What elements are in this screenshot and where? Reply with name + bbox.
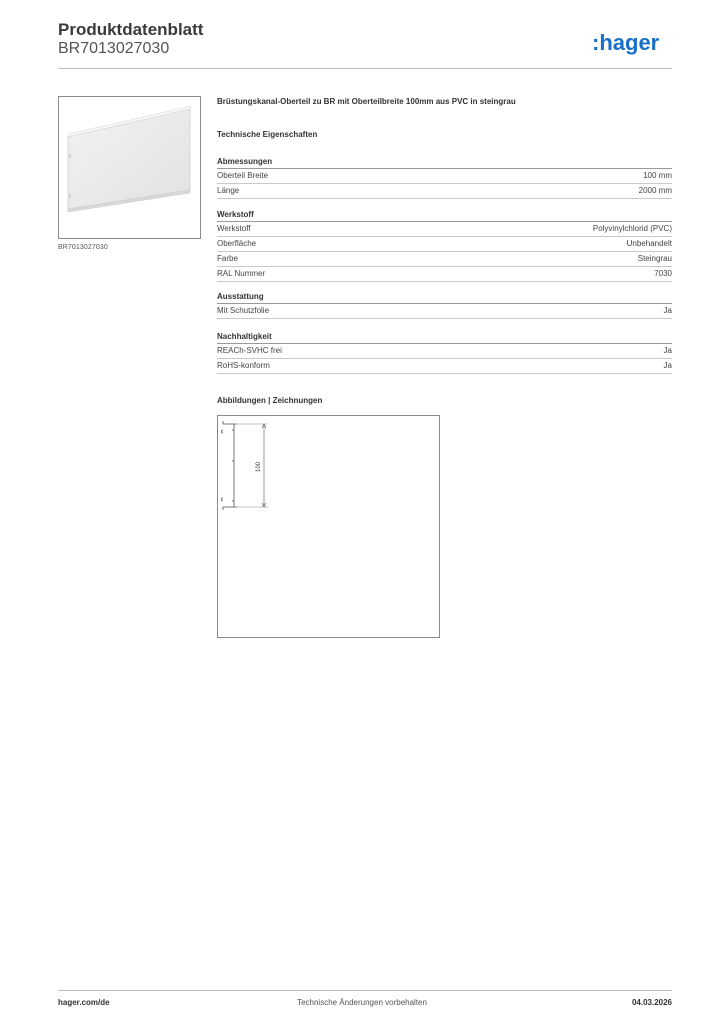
group-abmessungen [217,156,672,199]
footer-notice: Technische Änderungen vorbehalten [297,998,427,1007]
group-title: Abmessungen [217,156,672,169]
row-label: Oberteil Breite [217,171,269,180]
row-label: Länge [217,186,240,195]
table-row [217,304,672,319]
row-value: Ja [663,361,672,370]
footer-date: 04.03.2026 [631,998,672,1007]
footer-website-link[interactable]: hager.com/de [58,998,110,1007]
row-label: Mit Schutzfolie [217,306,270,315]
product-image-caption: BR7013027030 [58,244,108,251]
product-image-frame [58,96,201,239]
figures-heading: Abbildungen | Zeichnungen [217,396,323,405]
row-value: Polyvinylchlorid (PVC) [592,224,672,233]
row-label: Oberfläche [217,239,257,248]
row-label: Werkstoff [217,224,251,233]
group-title: Nachhaltigkeit [217,331,672,344]
article-number: BR7013027030 [58,40,170,57]
table-row [217,237,672,252]
row-value: Unbehandelt [626,239,672,248]
row-label: REACh-SVHC frei [217,346,282,355]
table-row [217,252,672,267]
hager-logo [592,30,674,56]
row-value: 7030 [654,269,672,278]
dimension-label: 100 [256,461,262,473]
group-werkstoff [217,209,672,282]
product-description: Brüstungskanal-Oberteil zu BR mit Oberteilbreite 100mm aus PVC in steingrau [217,97,516,106]
footer-divider [58,990,672,991]
product-image [59,97,200,238]
row-value: 2000 mm [638,186,672,195]
svg-text::hager: :hager [592,30,660,55]
row-value: Ja [663,346,672,355]
row-value: Ja [663,306,672,315]
table-row [217,222,672,237]
technical-drawing [218,416,439,637]
group-title: Ausstattung [217,291,672,304]
row-label: RoHS-konform [217,361,270,370]
row-label: RAL Nummer [217,269,266,278]
table-row [217,359,672,374]
row-value: 100 mm [643,171,672,180]
page-title: Produktdatenblatt [58,20,204,39]
technical-drawing-frame [217,415,440,638]
table-row [217,169,672,184]
table-row [217,184,672,199]
group-ausstattung [217,291,672,319]
group-nachhaltigkeit [217,331,672,374]
table-row [217,267,672,282]
header-divider [58,68,672,69]
group-title: Werkstoff [217,209,672,222]
tech-properties-heading: Technische Eigenschaften [217,130,318,139]
row-label: Farbe [217,254,238,263]
row-value: Steingrau [637,254,672,263]
table-row [217,344,672,359]
